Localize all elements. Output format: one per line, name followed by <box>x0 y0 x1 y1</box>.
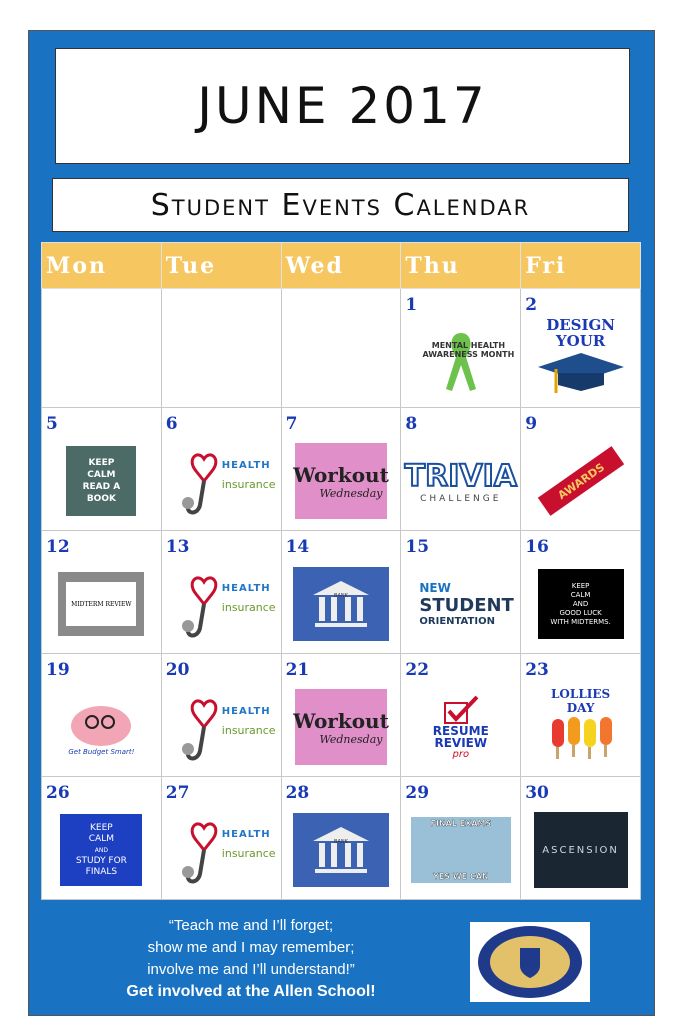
final-exams-meme-image <box>401 805 520 895</box>
day-cell[interactable] <box>401 531 521 654</box>
day-number: 7 <box>285 414 298 434</box>
week-row <box>42 408 641 531</box>
lollies-day-image <box>521 676 640 772</box>
with-midterms-text: WITH MIDTERMS. <box>550 617 611 626</box>
design-text: DESIGN <box>546 316 615 334</box>
page-subtitle: Student Events Calendar <box>150 187 531 223</box>
seal-icon <box>475 924 585 1000</box>
health-text: HEALTH <box>221 460 271 471</box>
good-luck-text: GOOD LUCK <box>559 608 602 617</box>
day-cell[interactable] <box>281 654 401 777</box>
wednesday-text: Wednesday <box>319 486 383 500</box>
day-number: 19 <box>46 660 70 680</box>
day-cell[interactable] <box>401 654 521 777</box>
keep-text: KEEP <box>571 581 590 590</box>
pro-text: pro <box>452 748 470 760</box>
workout-text: Workout <box>293 708 389 733</box>
week-row <box>42 289 641 408</box>
day-cell[interactable] <box>521 777 641 900</box>
budget-smart-text: Get Budget Smart! <box>68 748 135 756</box>
student-text: STUDENT <box>419 595 514 616</box>
day-cell[interactable] <box>521 654 641 777</box>
calm-text: CALM <box>87 470 116 480</box>
day-number: 2 <box>525 295 538 315</box>
insurance-text: insurance <box>221 478 276 491</box>
weekday-tue: Tue <box>161 243 281 289</box>
awards-image <box>521 436 640 526</box>
weekday-header <box>42 243 641 289</box>
mental-health-text: MENTAL HEALTH AWARENESS MONTH <box>422 341 515 359</box>
day-number: 27 <box>165 783 190 803</box>
day-cell[interactable] <box>521 531 641 654</box>
calm-text: CALM <box>570 590 591 599</box>
popsicles-icon <box>546 715 616 761</box>
workout-wednesday-image <box>282 682 401 772</box>
day-cell[interactable] <box>281 777 401 900</box>
weekday-mon: Mon <box>42 243 162 289</box>
final-exams-text: FINAL EXAMS <box>430 819 492 828</box>
resume-review-image <box>401 682 520 772</box>
health-text: HEALTH <box>221 829 271 840</box>
workout-text: Workout <box>293 462 389 487</box>
bank-icon <box>311 579 371 629</box>
ascension-text: ASCENSION <box>542 844 619 856</box>
workout-wednesday-image <box>282 436 401 526</box>
lollies-text: LOLLIES <box>550 687 611 701</box>
challenge-text: CHALLENGE <box>420 493 502 504</box>
empty-day-cell <box>161 289 281 408</box>
ascension-image <box>521 805 640 895</box>
day-cell[interactable] <box>161 777 281 900</box>
design-your-cap-image <box>521 311 640 403</box>
finals-text: FINALS <box>85 866 118 877</box>
day-cell[interactable] <box>401 289 521 408</box>
bank-text: BANK <box>334 593 348 599</box>
wednesday-text: Wednesday <box>319 732 383 746</box>
insurance-text: insurance <box>221 724 276 737</box>
title-box <box>55 48 630 164</box>
and-text: AND <box>94 846 108 854</box>
day-number: 22 <box>405 660 430 680</box>
insurance-text: insurance <box>221 601 276 614</box>
quote-line-2: show me and I may remember; <box>147 939 355 956</box>
call-to-action: Get involved at the Allen School! <box>126 983 376 1000</box>
keep-calm-finals-image <box>42 805 161 895</box>
week-row <box>42 531 641 654</box>
day-cell[interactable] <box>161 531 281 654</box>
health-insurance-image <box>162 436 281 526</box>
study-for-text: STUDY FOR <box>75 855 127 866</box>
day-number: 1 <box>405 295 418 315</box>
day-cell[interactable] <box>161 408 281 531</box>
bank-icon <box>311 825 371 875</box>
health-insurance-image <box>162 682 281 772</box>
day-number: 26 <box>46 783 70 803</box>
day-number: 13 <box>165 537 190 557</box>
weekday-fri: Fri <box>521 243 641 289</box>
day-cell[interactable] <box>281 531 401 654</box>
keep-text: KEEP <box>90 822 113 833</box>
insurance-text: insurance <box>221 847 276 860</box>
piggy-bank-icon <box>66 698 136 748</box>
awards-text: AWARDS <box>554 460 607 502</box>
day-number: 5 <box>46 414 58 434</box>
weekday-wed: Wed <box>281 243 401 289</box>
bank-image <box>282 805 401 895</box>
day-cell[interactable] <box>401 777 521 900</box>
day-cell[interactable] <box>521 289 641 408</box>
day-number: 30 <box>525 783 549 803</box>
day-cell[interactable] <box>42 408 162 531</box>
weekday-thu: Thu <box>401 243 521 289</box>
day-number: 9 <box>525 414 538 434</box>
empty-day-cell <box>281 289 401 408</box>
bank-text: BANK <box>334 839 348 845</box>
yes-we-can-text: YES WE CAN <box>432 872 489 881</box>
calendar-grid <box>41 242 641 900</box>
day-number: 20 <box>165 660 190 680</box>
allen-school-logo <box>470 922 590 1002</box>
day-number: 15 <box>405 537 430 557</box>
read-a-text: READ A <box>82 482 121 492</box>
health-insurance-image <box>162 559 281 649</box>
empty-day-cell <box>42 289 162 408</box>
subtitle-box <box>52 178 629 232</box>
day-cell[interactable] <box>42 531 162 654</box>
health-text: HEALTH <box>221 706 271 717</box>
day-cell[interactable] <box>281 408 401 531</box>
day-number: 23 <box>525 660 549 680</box>
new-student-orientation-image <box>401 559 520 649</box>
keep-calm-read-image <box>42 436 161 526</box>
keep-text: KEEP <box>88 458 115 468</box>
day-cell[interactable] <box>521 408 641 531</box>
your-text: YOUR <box>555 332 606 350</box>
day-number: 16 <box>525 537 549 557</box>
day-number: 12 <box>46 537 70 557</box>
day-number: 6 <box>165 414 178 434</box>
midterm-review-image <box>42 559 161 649</box>
and-text: AND <box>572 599 589 608</box>
health-text: HEALTH <box>221 583 271 594</box>
quote-line-1: “Teach me and I’ll forget; <box>168 917 334 934</box>
day-cell[interactable] <box>401 408 521 531</box>
bank-image <box>282 559 401 649</box>
day-cell[interactable] <box>42 777 162 900</box>
resume-text: RESUME <box>432 723 489 738</box>
day-number: 8 <box>405 414 418 434</box>
day-number: 21 <box>285 660 310 680</box>
book-text: BOOK <box>86 494 116 504</box>
footer-quote <box>41 915 461 1003</box>
day-number: 28 <box>285 783 310 803</box>
orientation-text: ORIENTATION <box>419 616 495 627</box>
checkmark-icon <box>441 695 481 725</box>
day-cell[interactable] <box>42 654 162 777</box>
day-text: DAY <box>566 701 595 715</box>
graduation-cap-icon <box>536 349 626 397</box>
calm-text: CALM <box>88 833 114 844</box>
health-insurance-image <box>162 805 281 895</box>
mental-health-ribbon-image <box>401 317 520 403</box>
midterm-review-text: MIDTERM REVIEW <box>66 582 136 626</box>
new-text: NEW <box>419 581 451 595</box>
day-number: 14 <box>285 537 310 557</box>
week-row <box>42 654 641 777</box>
review-text: REVIEW <box>434 735 488 750</box>
day-number: 29 <box>405 783 430 803</box>
week-row <box>42 777 641 900</box>
trivia-text: TRIVIA <box>404 458 517 494</box>
day-cell[interactable] <box>161 654 281 777</box>
keep-calm-midterms-image <box>521 559 640 649</box>
budget-smart-image <box>42 682 161 772</box>
quote-line-3: involve me and I’ll understand!” <box>147 961 355 978</box>
trivia-challenge-image <box>401 436 520 526</box>
page-title: JUNE 2017 <box>197 77 488 135</box>
